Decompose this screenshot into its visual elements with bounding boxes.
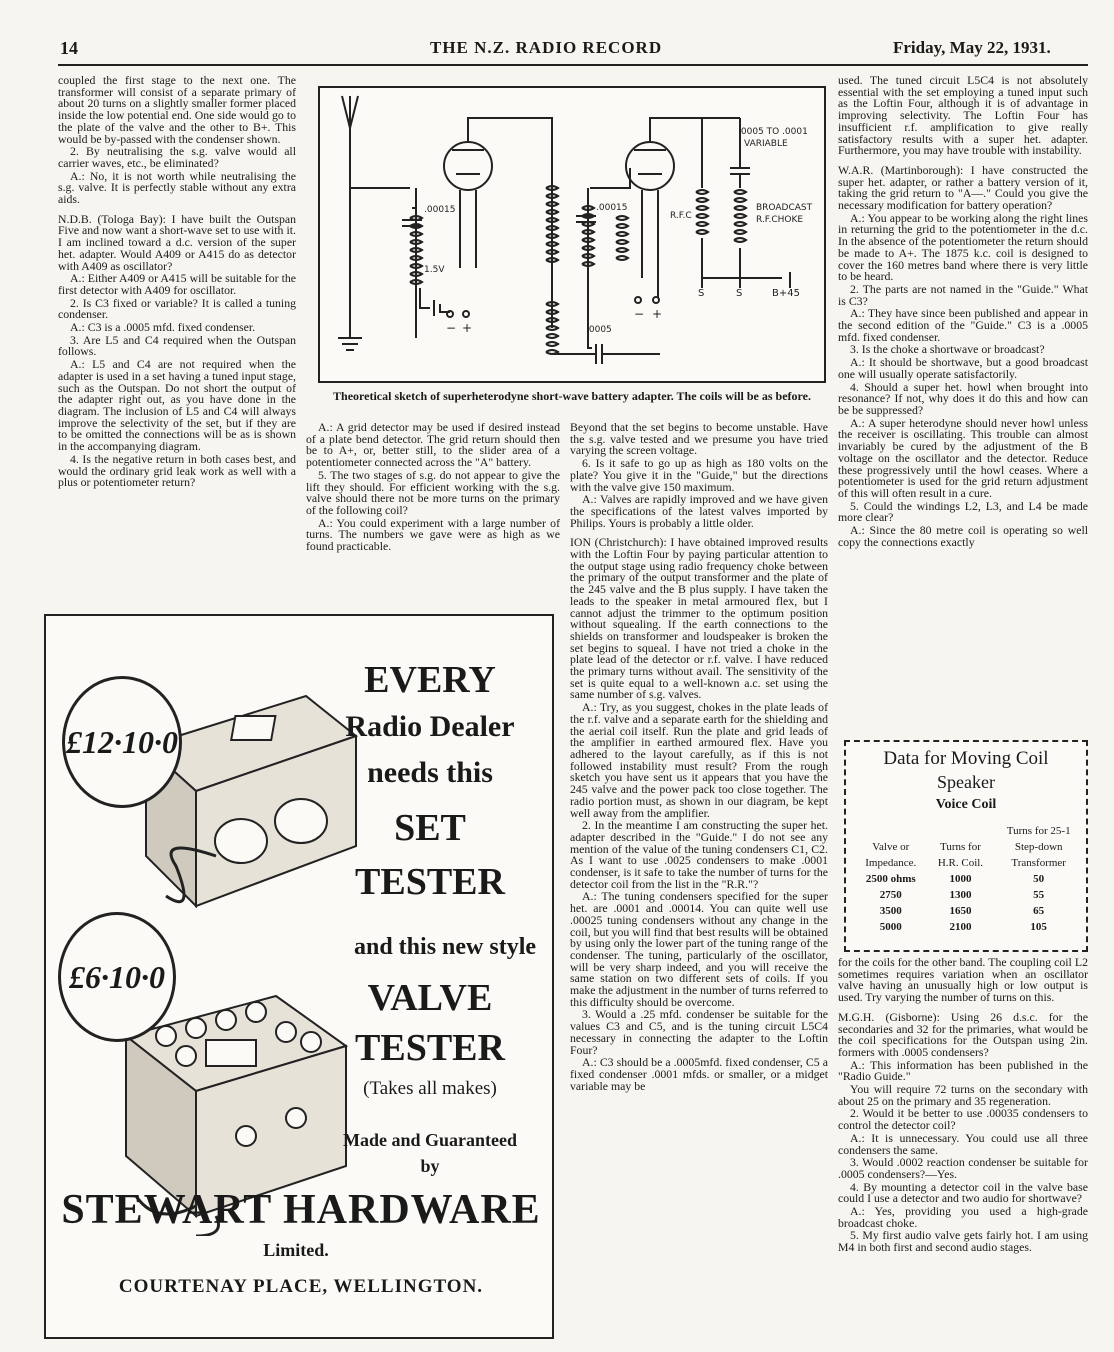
answer: A.: It is unnecessary. You could use all three condensers the same. xyxy=(838,1130,1088,1157)
table-cell: 1650 xyxy=(949,905,972,917)
ad-brand-name: STEWART HARDWARE xyxy=(61,1187,541,1233)
databox-title: Data for Moving Coil xyxy=(883,748,1049,769)
ad-line-set: SET xyxy=(394,807,466,849)
ad-line-by: by xyxy=(420,1156,440,1176)
price-badge-valve-tester: £6·10·0 xyxy=(58,912,176,1042)
column-4 xyxy=(838,75,1088,735)
databox-subtitle: Speaker xyxy=(937,772,995,792)
label-minus-1: − xyxy=(446,321,457,335)
table-cell: 2500 ohms xyxy=(865,873,916,885)
table-row xyxy=(854,903,1084,919)
paragraph: for the coils for the other band. The coupling coil L2 sometimes requires variation when an oscillator valve having an unusually high or low output is used. Try varying the number of turns on this. xyxy=(838,957,1088,1005)
question: 2. In the meantime I am constructing the super het. adapter described in the "Guide." I do not see any mention of the value of the tuning condensers C1, C2. As I want to use .0025 condensers to make .0001 condenser, is it safe to take the number of turns for the detector coil from the list in the "R.R."? xyxy=(570,818,828,891)
answer: A.: No, it is not worth while neutralising the s.g. valve. It is perfectly stable without any extra aids. xyxy=(58,168,296,207)
answer: A.: You could experiment with a large number of turns. The numbers we gave were as high as we found practicable. xyxy=(306,515,560,554)
answer: A.: Yes, providing you used a high-grade broadcast choke. xyxy=(838,1204,1088,1230)
ad-address: COURTENAY PLACE, WELLINGTON. xyxy=(118,1276,484,1297)
table-row xyxy=(854,871,1084,887)
page-header xyxy=(0,34,1114,62)
col-header: Turns for 25-1 xyxy=(1006,825,1071,837)
issue-date: Friday, May 22, 1931. xyxy=(893,38,1051,57)
answer: A.: A super heterodyne should never howl unless the receiver is oscillating. This trouble can almost invariably be cured by the adjustment of the B voltage on the oscillator and the detector. Reduce these progressively until the howl ceases. Where a potentiometer is used for the grid return adjustment of this will often result in a cure. xyxy=(838,415,1088,500)
col-header: Transformer xyxy=(1011,857,1066,869)
ad-limited: Limited. xyxy=(263,1240,329,1260)
question: 2. The parts are not named in the "Guide." What is C3? xyxy=(838,281,1088,308)
letter-ndb: N.D.B. (Tologa Bay): I have built the Outspan Five and now want a short-wave set to use with it. I am inclined toward a d.c. version of the super het. adapter. Would A409 or A415 do as detector with A409 as oscillator? xyxy=(58,211,296,273)
ad-line-radio-dealer: Radio Dealer xyxy=(345,710,515,743)
label-broadcast: BROADCAST xyxy=(756,203,813,213)
label-battery: 1.5V xyxy=(424,265,445,275)
table-cell: 1000 xyxy=(949,873,972,885)
question: 2. Would it be better to use .00035 condensers to control the detector coil? xyxy=(838,1106,1088,1133)
ad-line-valve: VALVE xyxy=(367,977,493,1019)
column-1 xyxy=(58,75,296,600)
circuit-schematic xyxy=(320,88,824,381)
answer: A.: You appear to be working along the right lines in returning the grid to the potentiometer in the d.c. In the absence of the potentiometer the return should be made to A+. The 1875 k.c. coil is designed to cover the 160 metres band where there is very little to be heard. xyxy=(838,210,1088,284)
circuit-diagram xyxy=(318,86,826,383)
label-variable: VARIABLE xyxy=(744,139,788,149)
table-cell: 65 xyxy=(1033,905,1045,917)
answer: A.: They have since been published and appear in the second edition of the "Guide." C3 is a .0005 mfd. fixed condenser. xyxy=(838,306,1088,344)
ad-line-tester-2: TESTER xyxy=(355,1027,505,1069)
table-cell: 2750 xyxy=(879,889,902,901)
label-rfc: R.F.C xyxy=(670,211,692,221)
question: 5. My first audio valve gets fairly hot. I am using M4 in both first and second audio stages. xyxy=(838,1228,1088,1255)
letter-ion: ION (Christchurch): I have obtained improved results with the Loftin Four by paying particular attention to the output stage using radio frequency choke between the primary of the output transformer and the plate of the 245 valve and the B plus supply. I have taken the leads to the speaker in metal armoured flex, but I cannot adjust the trimmer to the optimum position without squealing. If the earth connections to the shields on transformer and loudspeaker is broken the set begins to squeal. I have not tried a choke in the plate lead of the detector or r.f. valve. I have reduced the primary turns without avail. The sensitivity of the set is quite equal to a well-known a.c. set using the same number of s.g. valves. xyxy=(570,535,828,702)
letter-mgh: M.G.H. (Gisborne): Using 26 d.s.c. for the secondaries and 32 for the primaries, what would be the coil specifications for the Outspan using 2in. formers with .0005 condensers? xyxy=(838,1009,1088,1059)
paragraph: Beyond that the set begins to become unstable. Have the s.g. valve tested and we presume you have tried varying the screen voltage. xyxy=(570,422,828,458)
publication-title: THE N.Z. RADIO RECORD xyxy=(430,38,663,57)
label-plus-1: + xyxy=(462,321,473,335)
table-cell: 1300 xyxy=(949,889,972,901)
question: 2. By neutralising the s.g. valve would all carrier waves, etc., be eliminated? xyxy=(58,144,296,170)
answer: A.: Either A409 or A415 will be suitable for the first detector with A409 for oscillator. xyxy=(58,271,296,297)
col-header: Step-down xyxy=(1014,841,1063,853)
question: 3. Is the choke a shortwave or broadcast? xyxy=(850,342,1045,357)
label-c2: .00015 xyxy=(596,203,628,213)
question: 2. Is C3 fixed or variable? It is called a tuning condenser. xyxy=(58,295,296,322)
answer: A.: C3 should be a .0005mfd. fixed condenser, C5 a fixed condenser .0001 mfds. or smaller, or a midget variable may be xyxy=(570,1055,828,1093)
answer: A.: This information has been published in the "Radio Guide." xyxy=(838,1057,1088,1084)
databox-voice-coil: Voice Coil xyxy=(935,797,997,812)
diagram-caption: Theoretical sketch of superheterodyne short-wave battery adapter. The coils will be as before. xyxy=(333,389,811,403)
answer: A.: Try, as you suggest, chokes in the plate leads of the r.f. valve and a separate earth for the shielding and the aerial coil itself. Run the plate and grid leads of the amplifier in earthed armoured flex. Have you adhered to the layout carefully, as if this is not followed instability must result? From the rough sketch you have sent us it appears that you have the 245 valve and the power pack too close together. The radio portion must, as shown in our diagram, be kept well away from the amplifier. xyxy=(570,700,828,820)
ad-line-takes-all-makes: (Takes all makes) xyxy=(363,1078,497,1099)
table-cell: 2100 xyxy=(949,921,972,933)
letter-war: W.A.R. (Martinborough): I have constructed the super het. adapter, or rather a battery version of it, taking the grid return to "A—." Could you give the necessary modification for battery operation? xyxy=(838,162,1088,213)
table-cell: 3500 xyxy=(879,905,902,917)
answer: A.: Valves are rapidly improved and we have given the specifications of the latest valves imported by Philips. Yours is probably a little older. xyxy=(570,492,828,530)
col-header: H.R. Coil. xyxy=(937,857,984,869)
label-b45: B+45 xyxy=(772,288,800,299)
table-row xyxy=(854,919,1084,935)
column-4-continued xyxy=(838,957,1088,1319)
ad-line-new-style: and this new style xyxy=(353,934,537,960)
table-cell: 50 xyxy=(1033,873,1045,885)
answer: A.: The tuning condensers specified for the super het. are .0001 and .00014. You can quite well use .00025 tuning condensers without any change in the coil, but you will find that best results will be obtained by using only the lower part of the tuning range of the condenser. The tuning, particularly of the oscillator, will be very sharp indeed, and you will receive the same station on two different sets of coils. If you make the adjustment in the number of turns referred to this difficulty should be overcome. xyxy=(570,889,828,1009)
question: 5. The two stages of s.g. do not appear to give the lift they should. For efficient working with the s.g. valve should there not be more turns on the primary of the following coil? xyxy=(306,467,560,517)
label-c1: .00015 xyxy=(424,205,456,215)
table-row xyxy=(854,887,1084,903)
ad-line-needs-this: needs this xyxy=(367,756,493,789)
answer: A.: Since the 80 metre coil is operating so well copy the connections exactly xyxy=(838,523,1088,549)
answer: You will require 72 turns on the secondary with about 25 on the primary and 35 regeneration. xyxy=(838,1082,1088,1108)
label-var-range: .0005 TO .0001 xyxy=(738,127,808,137)
price-badge-set-tester: £12·10·0 xyxy=(62,676,182,808)
question: 6. Is it safe to go up as high as 180 volts on the plate? You give it in the "Guide," but the directions with the valve give 150 maximum. xyxy=(570,456,828,494)
ad-line-tester: TESTER xyxy=(355,861,505,903)
question: 4. Should a super het. howl when brought into resonance? If not, why does it do this and how can be be suppressed? xyxy=(838,379,1088,417)
moving-coil-data-box xyxy=(844,740,1088,952)
table-cell: 105 xyxy=(1030,921,1047,933)
label-s2: S xyxy=(736,288,743,299)
question: 3. Would .0002 reaction condenser be suitable for .0005 condensers?—Yes. xyxy=(838,1155,1088,1181)
paragraph: used. The tuned circuit L5C4 is not absolutely essential with the set employing a tuned input such as the Loftin Four, although it is of advantage in improving selectivity. The Loftin Four has insufficient r.f. amplification to give really satisfactory results with a super het. adapter. Furthermore, you may have trouble with instability. xyxy=(838,75,1088,158)
table-cell: 55 xyxy=(1033,889,1045,901)
col-header: Turns for xyxy=(940,841,981,853)
question: 5. Could the windings L2, L3, and L4 be made more clear? xyxy=(838,498,1088,525)
ad-line-made-guaranteed: Made and Guaranteed xyxy=(342,1130,517,1150)
col-header: Valve or xyxy=(872,841,910,853)
column-3 xyxy=(570,422,828,1340)
page-number: 14 xyxy=(60,38,78,58)
question: 3. Are L5 and C4 required when the Outspan follows. xyxy=(58,332,296,359)
ad-line-every: EVERY xyxy=(364,659,496,701)
label-c3: .0005 xyxy=(586,325,612,335)
stewart-hardware-advertisement xyxy=(44,614,554,1339)
col-header: Impedance. xyxy=(865,857,917,869)
paragraph: coupled the first stage to the next one. The transformer will consist of a separate primary of about 20 turns on a slightly smaller former placed inside the low potential end. One side would go to the plate of the valve and the other to B+. This would be by-passed with the condenser shown. xyxy=(58,75,296,146)
label-minus-2: − xyxy=(634,307,645,321)
label-rf-choke: R.F.CHOKE xyxy=(756,215,804,225)
answer: A.: L5 and C4 are not required when the adapter is used in a set having a tuned input stage, such as the Outspan. Do not short the output of the adapter right out, as you have done in the diagram. The inclusion of L5 and C4 will always improve the selectivity of the set, but if they are to be omitted the connections will be as is shown in the accompanying diagram. xyxy=(58,357,296,454)
question: 4. Is the negative return in both cases best, and would the ordinary grid leak work as well with a plus or potentiometer return? xyxy=(58,451,296,490)
column-2 xyxy=(306,422,560,602)
label-s1: S xyxy=(698,288,705,299)
answer: A.: C3 is a .0005 mfd. fixed condenser. xyxy=(70,320,256,335)
table-cell: 5000 xyxy=(879,921,902,933)
answer: A.: It should be shortwave, but a good broadcast one will usually operate satisfactorily. xyxy=(838,355,1088,381)
question: 4. By mounting a detector coil in the valve base could I use a detector and two audio for shortwave? xyxy=(838,1179,1088,1206)
label-plus-2: + xyxy=(652,307,663,321)
question: 3. Would a .25 mfd. condenser be suitable for the values C3 and C5, and is the tuning circuit L5C4 necessary in connecting the adapter to the Loftin Four? xyxy=(570,1007,828,1057)
answer: A.: A grid detector may be used if desired instead of a plate bend detector. The grid return should then be to A+, or, better still, to the slider area of a potentiometer connected across the "A" battery. xyxy=(306,422,560,470)
speaker-data-table xyxy=(854,823,1084,935)
header-rule xyxy=(58,64,1088,66)
